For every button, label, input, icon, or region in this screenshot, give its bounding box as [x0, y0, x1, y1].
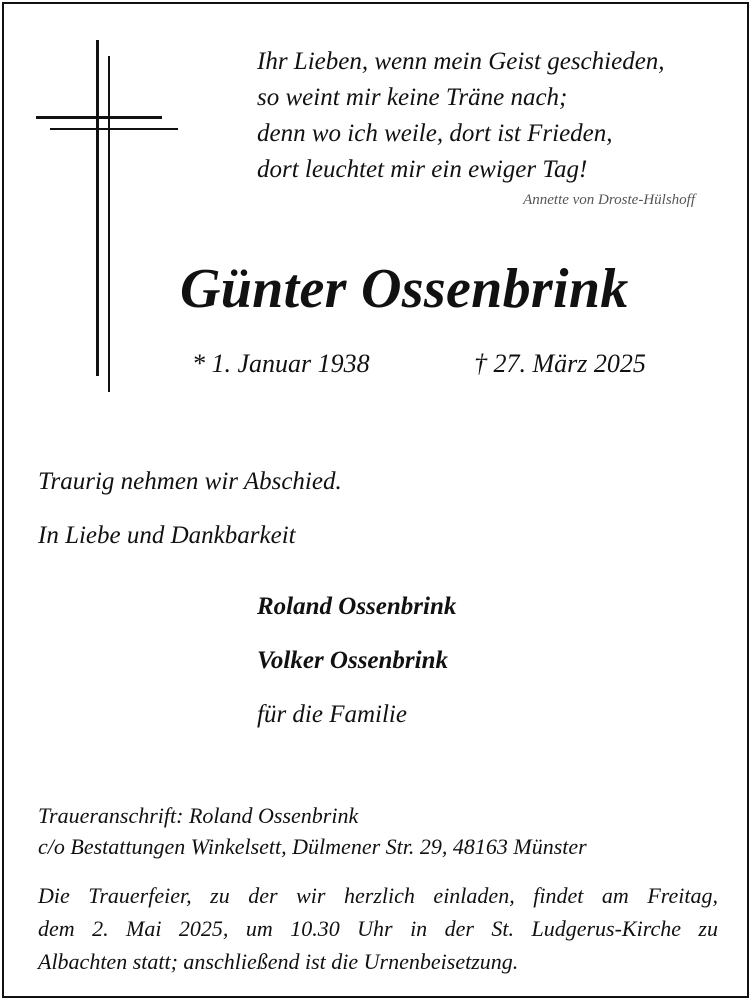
poem-author: Annette von Droste-Hülshoff — [523, 192, 695, 208]
poem-line: denn wo ich weile, dort ist Frieden, — [257, 120, 613, 147]
gratitude-text: In Liebe und Dankbarkeit — [38, 522, 296, 549]
deceased-name: Günter Ossenbrink — [180, 258, 629, 320]
poem — [257, 44, 737, 188]
mourner-name: Volker Ossenbrink — [257, 647, 449, 674]
ceremony-info — [38, 879, 718, 978]
ceremony-line: dem 2. Mai 2025, um 10.30 Uhr in der St. Ludgerus-Kirche zu — [38, 916, 718, 941]
obituary-card — [2, 2, 749, 998]
poem-line: so weint mir keine Träne nach; — [257, 84, 568, 111]
ceremony-line: Albachten statt; anschließend ist die Urnenbeisetzung. — [38, 949, 519, 974]
birth-date: * 1. Januar 1938 — [192, 349, 370, 378]
mourner-name: Roland Ossenbrink — [257, 593, 457, 620]
address-line: Traueranschrift: Roland Ossenbrink — [38, 803, 359, 828]
poem-line: Ihr Lieben, wenn mein Geist geschieden, — [257, 48, 665, 75]
family-note: für die Familie — [257, 701, 407, 728]
death-date: † 27. März 2025 — [474, 349, 646, 378]
address-line: c/o Bestattungen Winkelsett, Dülmener Str. 29, 48163 Münster — [38, 834, 587, 859]
ceremony-line: Die Trauerfeier, zu der wir herzlich einladen, findet am Freitag, — [38, 883, 718, 908]
farewell-text: Traurig nehmen wir Abschied. — [38, 468, 342, 495]
poem-line: dort leuchtet mir ein ewiger Tag! — [257, 156, 588, 183]
